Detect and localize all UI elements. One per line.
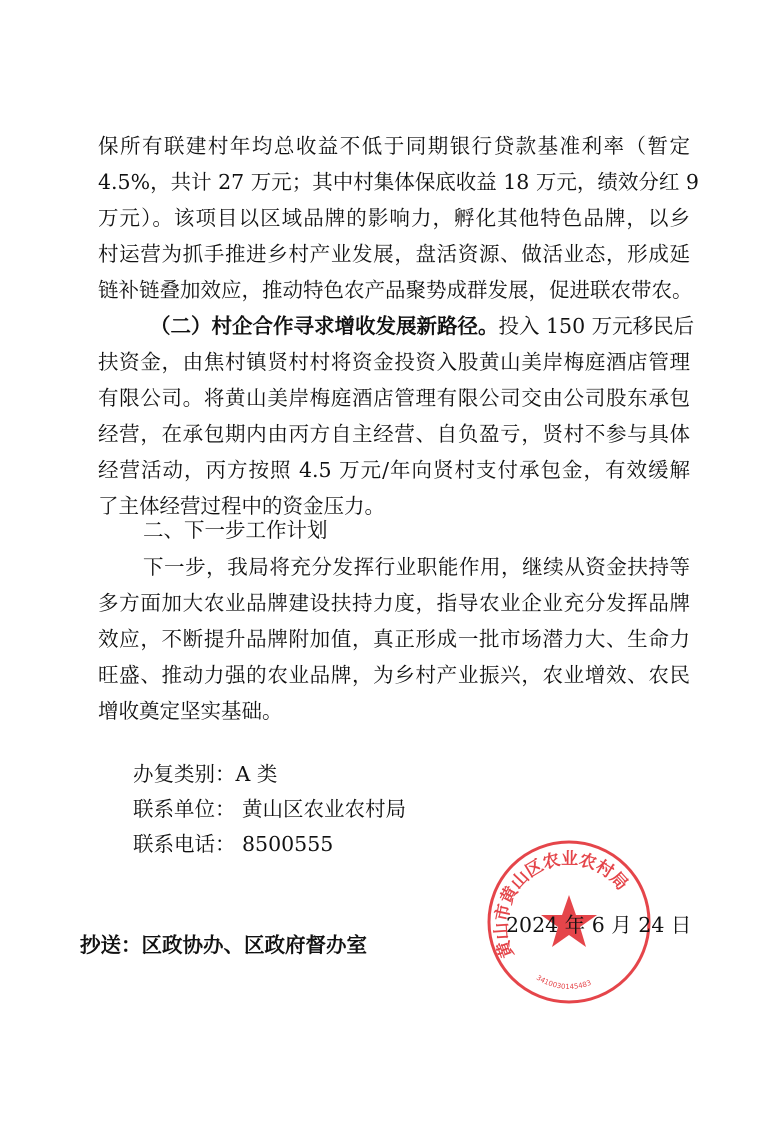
seal-text: 黄山市黄山区农业农村局 (491, 849, 632, 961)
paragraph-1-line: 万元）。该项目以区域品牌的影响力，孵化其他特色品牌，以乡 (98, 206, 690, 230)
paragraph-2-first-line (98, 308, 695, 344)
cc-line: 抄送：区政协办、区政府督办室 (80, 933, 367, 957)
reply-category: 办复类别：A 类 (133, 762, 278, 786)
svg-text:3410030145483 (535, 974, 593, 991)
paragraph-3-line: 增收奠定坚实基础。 (98, 699, 283, 723)
paragraph-1 (98, 128, 699, 308)
paragraph-1-line: 保所有联建村年均总收益不低于同期银行贷款基准利率（暂定 (98, 134, 690, 158)
paragraph-3-line: 效应，不断提升品牌附加值，真正形成一批市场潜力大、生命力 (98, 627, 690, 651)
paragraph-3-line: 旺盛、推动力强的农业品牌，为乡村产业振兴，农业增效、农民 (98, 663, 690, 687)
paragraph-1-line: 4.5%，共计 27 万元；其中村集体保底收益 18 万元，绩效分红 9 (98, 170, 699, 194)
paragraph-2-first-line-rest: 投入 150 万元移民后 (498, 314, 695, 338)
paragraph-3 (98, 549, 690, 729)
paragraph-1-line: 村运营为抓手推进乡村产业发展，盘活资源、做活业态，形成延 (98, 242, 690, 266)
document-date: 2024 年 6 月 24 日 (506, 913, 692, 937)
subsection-heading: （二）村企合作寻求增收发展新路径。 (150, 314, 499, 338)
paragraph-2-line: 了主体经营过程中的资金压力。 (98, 494, 385, 518)
paragraph-3-line: 下一步，我局将充分发挥行业职能作用，继续从资金扶持等 (143, 555, 690, 579)
seal-code: 3410030145483 (534, 973, 593, 992)
section-heading: 二、下一步工作计划 (143, 518, 328, 542)
paragraph-2-line: 扶资金，由焦村镇贤村村将资金投资入股黄山美岸梅庭酒店管理 (98, 350, 690, 374)
paragraph-3-line: 多方面加大农业品牌建设扶持力度，指导农业企业充分发挥品牌 (98, 591, 690, 615)
paragraph-2-line: 经营，在承包期内由丙方自主经营、自负盈亏，贤村不参与具体 (98, 422, 690, 446)
paragraph-1-line: 链补链叠加效应，推动特色农产品聚势成群发展，促进联农带农。 (98, 278, 693, 302)
contact-phone: 联系电话： 8500555 (133, 832, 334, 856)
paragraph-2 (98, 308, 695, 524)
paragraph-2-line: 经营活动，丙方按照 4.5 万元/年向贤村支付承包金，有效缓解 (98, 458, 690, 482)
paragraph-2-line: 有限公司。将黄山美岸梅庭酒店管理有限公司交由公司股东承包 (98, 386, 690, 410)
contact-unit: 联系单位： 黄山区农业农村局 (133, 797, 407, 821)
